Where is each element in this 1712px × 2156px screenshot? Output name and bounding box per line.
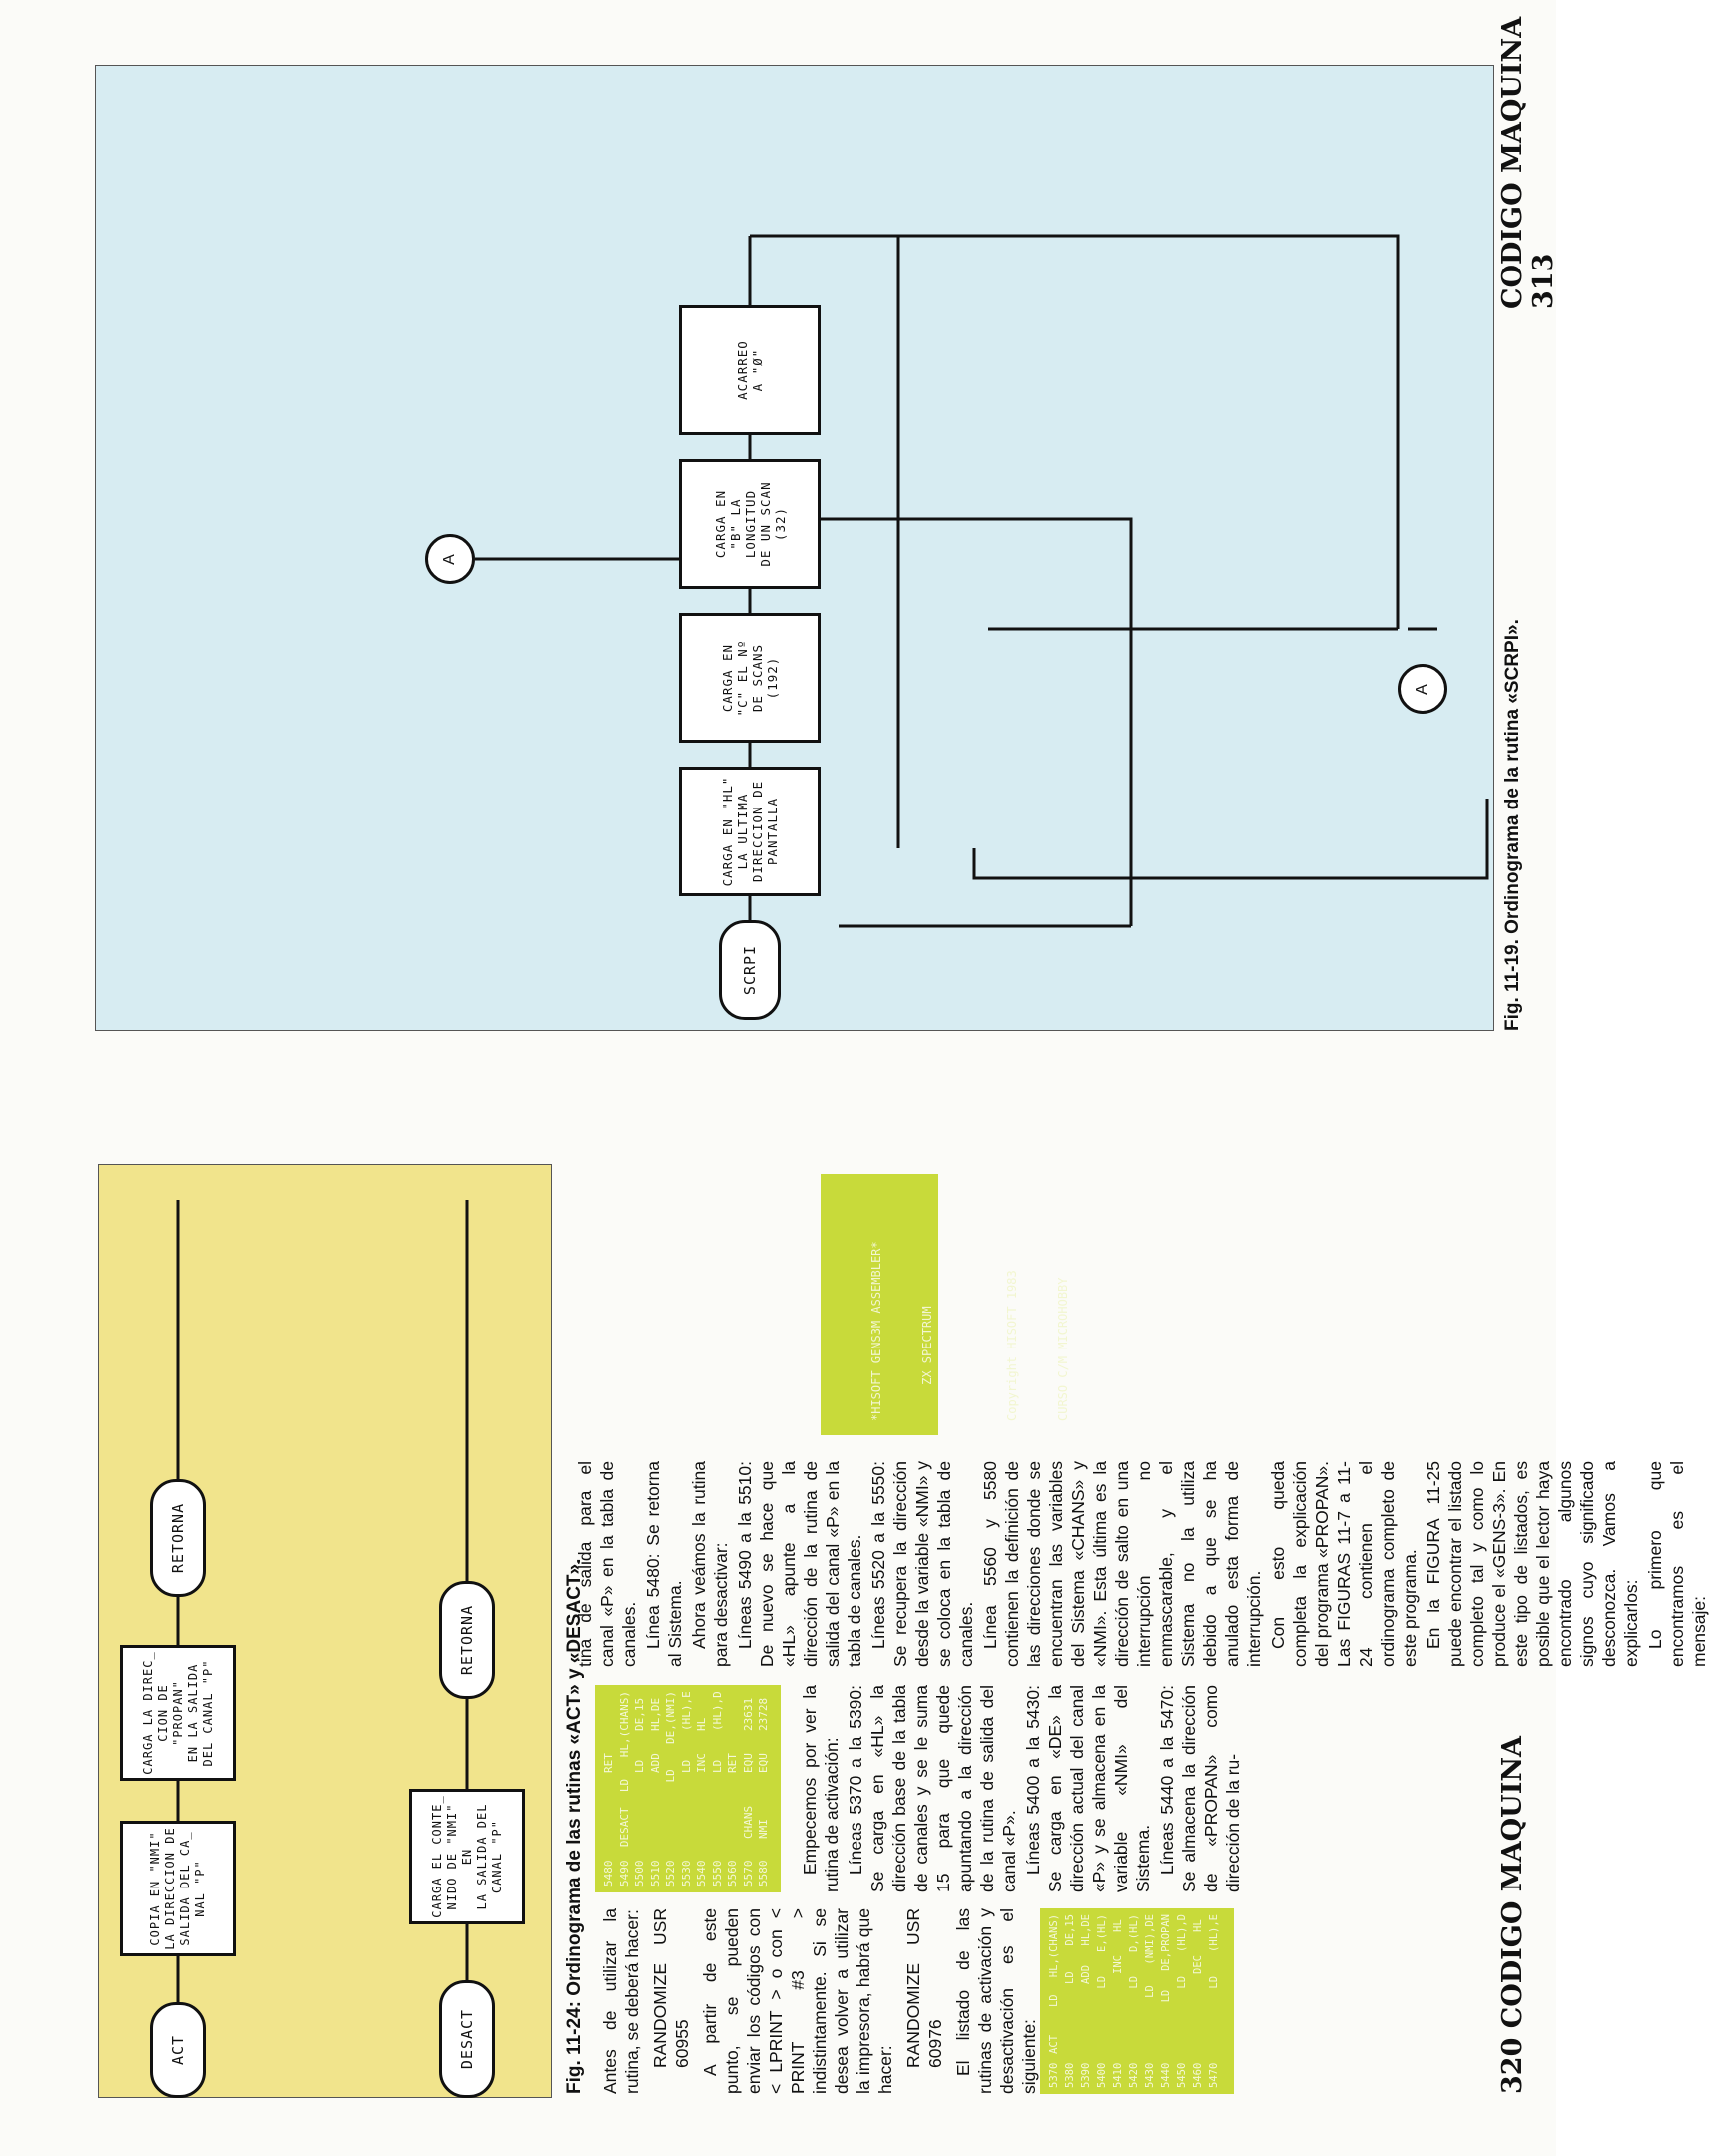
code-line: 5560 RET [726, 1753, 739, 1886]
figure-11-19-caption: Fig. 11-19. Ordinograma de la rutina «SCRPI». [1502, 619, 1523, 1031]
left-column-3: tina de salida para el canal «P» en la tabla de canales. Línea 5480: Se retorna al Sistema. Ahora veámos la rutina para desactivar: Líneas 5490 a la 5510: De nuevo se hace que «HL» apunte a la dirección de la rutina de salida del canal «P» en la tabla de canales. Líneas 5520 a la 5550: Se recupera la dirección desde la variable «NMI» y se coloca en la tabla de canales. Línea 5560 y 5580 contienen la definición de las direcciones donde se encuentran las variables del Sistema «CHANS» y «NMI». Esta última es la dirección de salto en una interrupción no enmascarable, y el Sistema no la utiliza debido a que se ha anulado esta forma de interrupción. Con esto queda completa la explicación del programa «PROPAN». Las FIGURAS 11-7 a 11-24 contienen el ordinograma completo de este programa. En la FIGURA 11-25 puede encontrar el listado completo tal y como lo produce el «GENS-3». En este tipo de listados, es posible que el lector haya encontrado algunos signos cuyo significado desconozca. Vamos a explicarlos: Lo primero que encontramos es el mensaje: [575, 1461, 1709, 1667]
code-line: 5530 LD (HL),E [679, 1691, 693, 1886]
left-column-2: Empecemos por ver la rutina de activación: Líneas 5370 a la 5390: Se carga en «HL» la dirección base de la tabla de canales y se le suma 15 para que quede apuntando a la dirección de la rutina de salida del canal «P». Líneas 5400 a la 5430: Se carga en «DE» la dirección actual del canal «P» y se almacena en la variable «NMI» del Sistema. Líneas 5440 a la 5470: Se almacena la dirección de «PROPAN» como dirección de la ru- [800, 1685, 1243, 1892]
desact-end: RETORNA [439, 1581, 495, 1699]
code-line: 5450 LD (HL),D [1176, 1914, 1188, 2088]
scrpi-box-carry-zero: ACARREO A "Ø" [679, 305, 821, 435]
scrpi-box-load-b: CARGA EN "B" LA LONGITUD DE UN SCAN (32) [679, 459, 821, 589]
code-line: 5500 LD DE,15 [633, 1697, 646, 1886]
scrpi-box-load-hl: CARGA EN "HL" LA ULTIMA DIRECCION DE PANTALLA [679, 767, 821, 896]
code-line: 5420 LD D,(HL) [1128, 1914, 1140, 2088]
code-line: 5520 LD DE,(NMI) [664, 1691, 677, 1886]
act-end: RETORNA [150, 1479, 206, 1597]
right-page-folio: CODIGO MAQUINA 313 [1497, 16, 1559, 309]
code-line: 5410 INC HL [1112, 1919, 1124, 2088]
scrpi-start: SCRPI [719, 920, 781, 1020]
code-line: 5540 INC HL [695, 1717, 708, 1886]
code-line: 5480 RET [602, 1753, 615, 1886]
left-column-1: Antes de utilizar la rutina, se deberá hacer: RANDOMIZE USR 60955 A partir de este punto, se pueden enviar los códigos con < LPRINT > o con < PRINT #3 > indistintamente. Si se desea volver a utilizar la impresora, habrá que hacer: RANDOMIZE USR 60976 El listado de las rutinas de activación y desactivación es el siguiente: [600, 1908, 1039, 2094]
code-line: 5390 ADD HL,DE [1080, 1914, 1092, 2088]
code-line: 5370 ACT LD HL,(CHANS) [1048, 1913, 1060, 2088]
desact-start: DESACT [439, 1980, 495, 2098]
code-line: 5440 LD DE,PROPAN [1160, 1913, 1172, 2088]
desact-box-1: CARGA EL CONTE_ NIDO DE "NMI" EN LA SALIDA DEL CANAL "P" [409, 1789, 525, 1924]
assembler-screen: *HISOFT GENS3M ASSEMBLER* ZX SPECTRUM Copyright HISOFT 1983 CURSO C/M MICROHOBBY [821, 1174, 938, 1435]
code-line: 5570 CHANS EQU 23631 [741, 1697, 755, 1886]
code-line: 5380 LD DE,15 [1064, 1914, 1076, 2088]
figure-11-24-caption: Fig. 11-24: Ordinograma de las rutinas «ACT» y «DESACT». [564, 1558, 585, 2094]
code-line: 5470 LD (HL),E [1208, 1914, 1220, 2088]
scrpi-box-load-c: CARGA EN "C" EL Nº DE SCANS (192) [679, 613, 821, 743]
code-line: 5460 DEC HL [1192, 1919, 1204, 2088]
act-box-2: CARGA LA DIREC_ CION DE "PROPAN" EN LA SALIDA DEL CANAL "P" [120, 1645, 236, 1781]
code-line: 5550 LD (HL),D [710, 1691, 724, 1886]
code-line: 5510 ADD HL,DE [648, 1697, 662, 1886]
connector-a-left: A [425, 534, 475, 584]
code-listing-desact [595, 1685, 781, 1892]
code-line: 5580 NMI EQU 23728 [757, 1697, 770, 1886]
act-box-1: COPIA EN "NMI" LA DIRECCION DE SALIDA DEL CA_ NAL "P" [120, 1821, 236, 1956]
connector-a-right: A [1398, 664, 1447, 714]
code-line: 5430 LD (NMI),DE [1144, 1914, 1156, 2088]
code-listing-act [1040, 1908, 1234, 2094]
code-line: 5400 LD E,(HL) [1096, 1914, 1108, 2088]
code-line: 5490 DESACT LD HL,(CHANS) [617, 1691, 631, 1886]
left-page-folio: 320 CODIGO MAQUINA [1497, 1736, 1528, 2094]
act-start: ACT [150, 2002, 206, 2098]
